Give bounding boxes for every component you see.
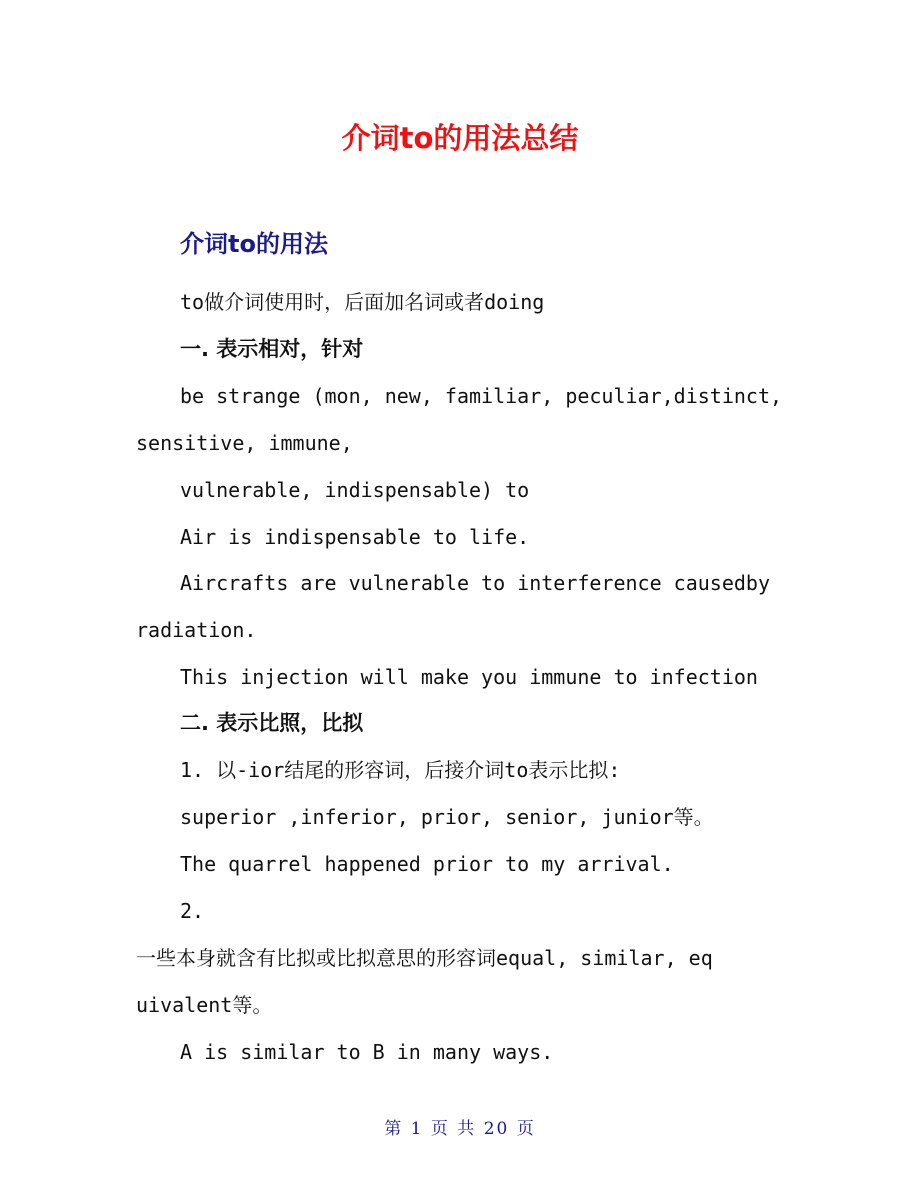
example-sentence: The quarrel happened prior to my arrival. [180, 852, 674, 876]
document-title: 介词to的用法总结 [341, 121, 579, 155]
subheading-one: 一. 表示相对，针对 [180, 337, 364, 361]
paragraph-line: sensitive, immune, [136, 431, 353, 455]
example-sentence: This injection will make you immune to infection [180, 665, 758, 689]
list-item: uivalent等。 [136, 993, 273, 1017]
example-sentence: Aircrafts are vulnerable to interference causedby [180, 571, 771, 595]
paragraph-line: be strange (mon, new, familiar, peculiar,distinct, [180, 384, 783, 408]
list-item: 一些本身就含有比拟或比拟意思的形容词equal, similar, eq [136, 946, 713, 970]
list-item: 1. 以-ior结尾的形容词，后接介词to表示比拟: [180, 758, 621, 782]
intro-paragraph: to做介词使用时，后面加名词或者doing [180, 290, 545, 314]
page-footer: 第 1 页 共 20 页 [384, 1119, 536, 1139]
word-list: superior ,inferior, prior, senior, junior等。 [180, 805, 714, 829]
example-sentence: Air is indispensable to life. [180, 525, 530, 549]
paragraph-line: vulnerable, indispensable) to [180, 478, 530, 502]
example-sentence: A is similar to B in many ways. [180, 1040, 554, 1064]
example-sentence: radiation. [136, 618, 257, 642]
section-heading: 介词to的用法 [180, 230, 328, 258]
subheading-two: 二. 表示比照，比拟 [180, 711, 364, 735]
list-item-number: 2. [180, 899, 205, 923]
